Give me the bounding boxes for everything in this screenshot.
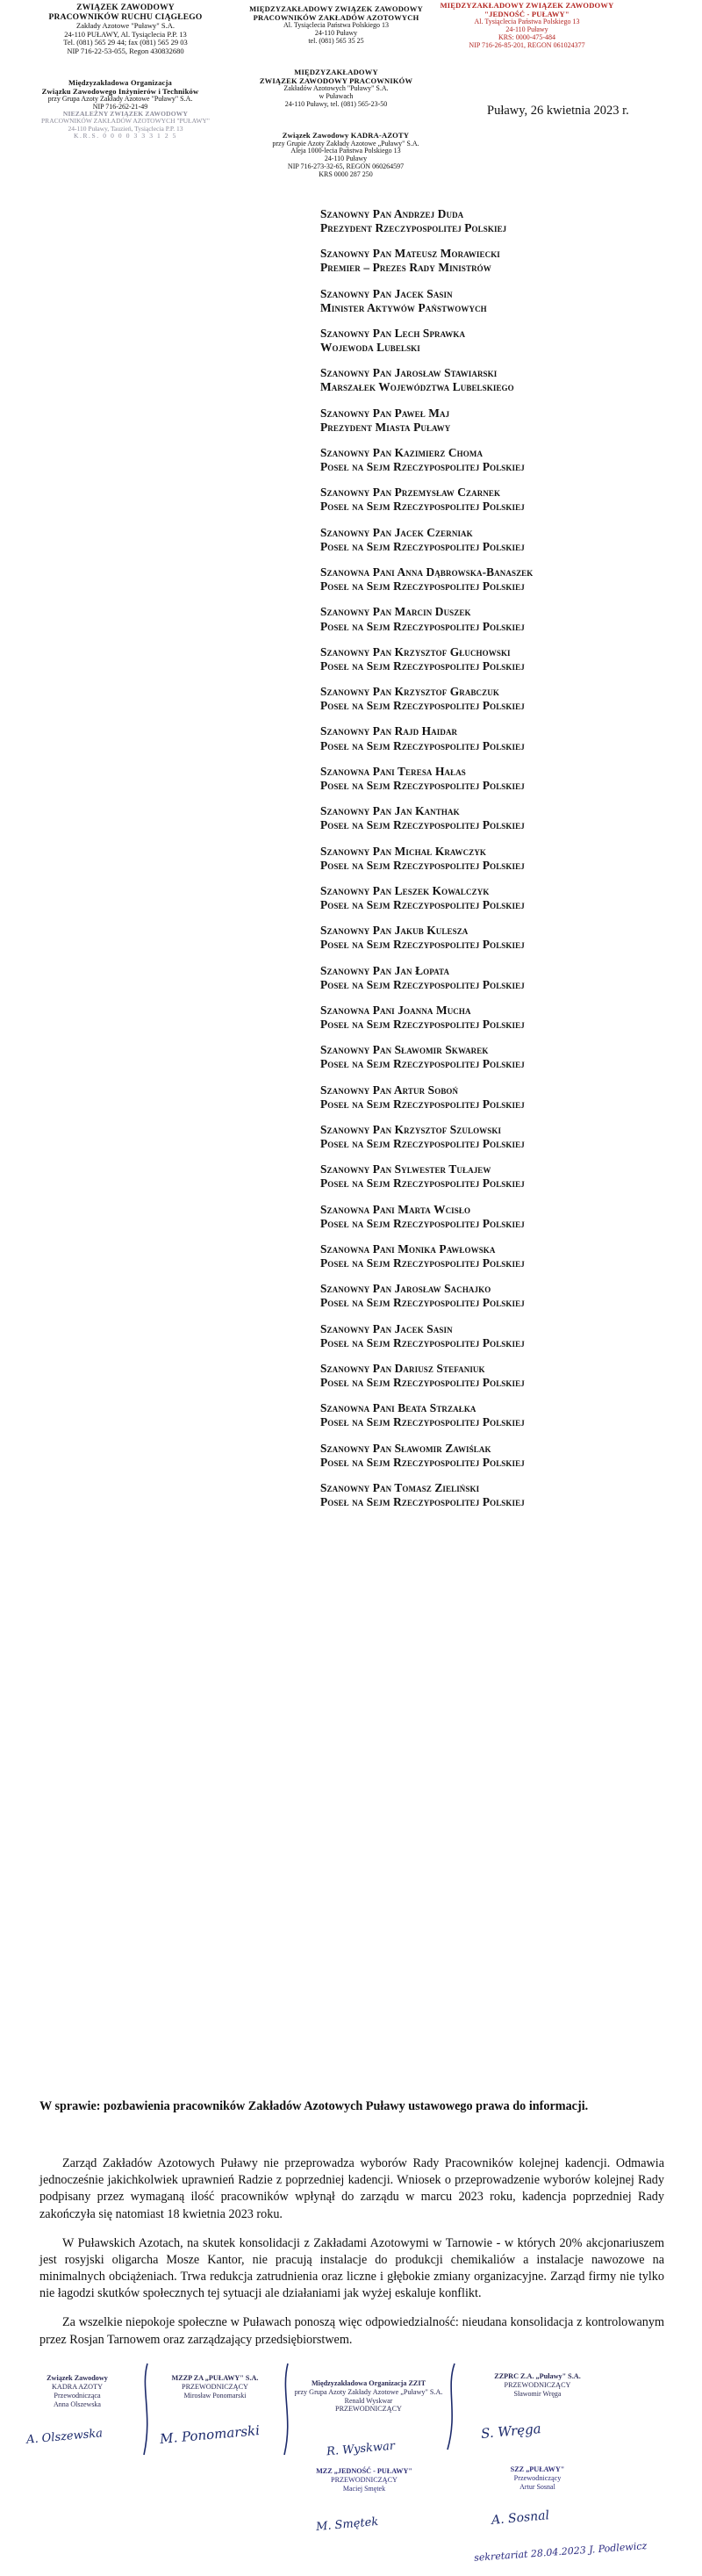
letterhead-line: 24-110 PUŁAWY, Al. Tysiąclecia P.P. 13 [64, 29, 187, 39]
recipient-name: Szanowny Pan Krzysztof Głuchowski [320, 644, 511, 658]
signature-name: Maciej Smętek [342, 2484, 386, 2493]
body-paragraph: W Puławskich Azotach, na skutek konsolidacji z Zakładami Azotowymi w Tarnowie - w których 20% akcjonariuszem jest rosyjski oligarcha Mosze Kantor, nie pracują instalacje do produkcji chemikaliów a instalacje nawozowe na minimalnych obciążeniach. Trwa redukcja zatrudnienia oraz liczne i głębokie zmiany organizacyjne. Zarząd firmy nie tylko nie łagodzi skutków społecznych tej sytuacji ale działaniami jak wyżej eskaluje konflikt. [39, 2235, 664, 2301]
recipient-role: Poseł na Sejm Rzeczypospolitej Polskiej [320, 1216, 525, 1230]
signature-block-jednosc [290, 2467, 439, 2493]
handwritten-signature: A. Sosnal [491, 2508, 550, 2528]
letterhead-title: MIĘDZYZAKŁADOWY ZWIĄZEK ZAWODOWY "JEDNOŚĆ - PUŁAWY" [440, 1, 614, 18]
recipient-name: Szanowny Pan Paweł Maj [320, 406, 450, 420]
recipient-entry [320, 1123, 689, 1151]
recipient-role: Poseł na Sejm Rzeczypospolitej Polskiej [320, 1097, 525, 1111]
recipient-name: Szanowny Pan Jarosław Stawiarski [320, 366, 498, 380]
letterhead-line: NIP 716-273-32-65, REGON 060264597 [287, 162, 405, 171]
letterhead-line: przy Grupie Azoty Zakłady Azotowe „Puławy" S.A. [272, 139, 419, 148]
recipient-role: Poseł na Sejm Rzeczypospolitej Polskiej [320, 1296, 525, 1310]
document-date: Puławy, 26 kwietnia 2023 r. [487, 104, 629, 118]
recipient-entry [320, 287, 689, 315]
recipient-name: Szanowny Pan Jakub Kulesza [320, 924, 469, 938]
signature-role: PRZEWODNICZĄCY [504, 2380, 571, 2389]
recipient-entry [320, 407, 689, 435]
recipient-role: Poseł na Sejm Rzeczypospolitej Polskiej [320, 579, 525, 594]
signature-org: Związek Zawodowy [47, 2374, 108, 2382]
letterhead-line: w Puławach [319, 91, 354, 100]
recipient-name: Szanowny Pan Jacek Czerniak [320, 525, 473, 539]
letterhead-line: Al. Tysiąclecia Państwa Polskiego 13 [474, 18, 580, 26]
recipient-name: Szanowny Pan Krzysztof Szulowski [320, 1122, 502, 1136]
body-paragraph: Zarząd Zakładów Azotowych Puławy nie przeprowadza wyborów Rady Pracowników kolejnej kadencji. Odmawia jednocześnie jakichkolwiek uprawnień Radzie z poprzedniej kadencji. Wniosek o przeprowadzenie wyborów kolejnej Rady podpisany przez wymaganą ilość pracowników wpłynął do zarządu w marcu 2023 roku, kadencja poprzedniej Rady zakończyła się natomiast 18 kwietnia 2023 roku. [39, 2156, 664, 2221]
recipient-entry [320, 1401, 689, 1429]
subject-label: W sprawie: [39, 2099, 101, 2113]
recipient-name: Szanowna Pani Beata Strzałka [320, 1401, 476, 1415]
recipient-entry [320, 1362, 689, 1390]
handwritten-signature: S. Wręga [480, 2421, 542, 2442]
handwritten-signature: M. Ponomarski [159, 2422, 261, 2447]
recipient-role: Minister Aktywów Państwowych [320, 300, 487, 314]
letterhead-title: Międzyzakładowa Organizacja Związku Zawodowego Inżynierów i Techników [41, 78, 199, 96]
recipient-name: Szanowna Pani Anna Dąbrowska-Banaszek [320, 565, 534, 579]
letterhead-title: NIEZALEŻNY ZWIĄZEK ZAWODOWY [62, 110, 189, 118]
recipient-name: Szanowny Pan Rajd Haidar [320, 724, 458, 738]
signature-role: Przewodnicząca [54, 2391, 101, 2400]
handwritten-annotation: sekretariat 28.04.2023 J. Podlewicz [473, 2540, 648, 2564]
recipient-role: Poseł na Sejm Rzeczypospolitej Polskiej [320, 1455, 525, 1469]
recipient-entry [320, 1162, 689, 1191]
letterhead-line: NIP 716-262-21-49 [92, 102, 148, 111]
recipient-entry [320, 765, 689, 793]
recipient-name: Szanowny Pan Przemysław Czarnek [320, 486, 501, 500]
recipient-name: Szanowny Pan Lech Sprawka [320, 327, 466, 341]
signature-block-zzit [290, 2379, 448, 2414]
recipient-name: Szanowny Pan Michał Krawczyk [320, 844, 487, 858]
letter-body [39, 2155, 664, 2361]
recipient-list [320, 207, 689, 1521]
recipient-role: Poseł na Sejm Rzeczypospolitej Polskiej [320, 1415, 525, 1429]
recipient-entry [320, 645, 689, 673]
recipient-name: Szanowny Pan Sławomir Skwarek [320, 1043, 489, 1057]
letterhead-title: MIĘDZYZAKŁADOWY ZWIĄZEK ZAWODOWY PRACOWNIKÓW [259, 68, 413, 85]
signature-org: MZZP ZA „PUŁAWY" S.A. [171, 2374, 259, 2382]
letterhead-line: 24-110 Puławy, Tauzień, Tysiąclecia P.P. 13 [68, 124, 183, 133]
recipient-name: Szanowny Pan Krzysztof Grabczuk [320, 685, 499, 699]
recipient-role: Poseł na Sejm Rzeczypospolitej Polskiej [320, 1376, 525, 1390]
handwritten-signature: M. Smętek [315, 2515, 379, 2535]
recipient-name: Szanowna Pani Teresa Hałas [320, 764, 466, 778]
signature-org: ZZPRC Z.A. „Puławy" S.A. [494, 2372, 581, 2380]
recipient-role: Poseł na Sejm Rzeczypospolitej Polskiej [320, 858, 525, 872]
recipient-role: Poseł na Sejm Rzeczypospolitej Polskiej [320, 1495, 525, 1509]
recipient-role: Poseł na Sejm Rzeczypospolitej Polskiej [320, 539, 525, 553]
recipient-name: Szanowny Pan Jacek Sasin [320, 1321, 453, 1335]
recipient-role: Poseł na Sejm Rzeczypospolitej Polskiej [320, 1335, 525, 1349]
recipient-name: Szanowna Pani Marta Wcisło [320, 1202, 471, 1216]
letterhead-block-nzz [16, 111, 235, 140]
recipient-role: Poseł na Sejm Rzeczypospolitej Polskiej [320, 938, 525, 952]
recipient-entry [320, 526, 689, 554]
handwritten-signature: R. Wyskwar [326, 2439, 396, 2459]
recipient-role: Prezydent Miasta Puławy [320, 420, 451, 434]
recipient-role: Prezydent Rzeczypospolitej Polskiej [320, 221, 507, 235]
signature-name: Artur Sosnal [519, 2482, 555, 2491]
letterhead-line: 24-110 Puławy [505, 25, 548, 33]
recipient-entry [320, 924, 689, 952]
signature-block-kadra-azoty [16, 2374, 139, 2408]
letterhead-block-zzit [11, 79, 230, 112]
letterhead-line: 24-110 Puławy, tel. (081) 565-23-50 [284, 99, 388, 108]
recipient-name: Szanowny Pan Leszek Kowalczyk [320, 883, 490, 897]
body-paragraph: Za wszelkie niepokoje społeczne w Puławach ponoszą więc odpowiedzialność: nieudana konsolidacja z kontrolowanym przez Rosjan Tarnowem oraz zarządzający przedsiębiorstwem. [39, 2315, 664, 2347]
subject-text: pozbawienia pracowników Zakładów Azotowych Puławy ustawowego prawa do informacji. [104, 2099, 589, 2113]
recipient-name: Szanowny Pan Dariusz Stefaniuk [320, 1361, 485, 1375]
recipient-role: Premier – Prezes Rady Ministrów [320, 261, 491, 275]
letterhead-line: Aleja 1000-lecia Państwa Polskiego 13 [290, 147, 401, 155]
signature-role: PRZEWODNICZĄCY [182, 2382, 248, 2391]
letterhead-block-jednosc [428, 2, 626, 50]
recipient-entry [320, 1203, 689, 1231]
signature-block-szz [465, 2465, 610, 2491]
recipient-role: Poseł na Sejm Rzeczypospolitej Polskiej [320, 977, 525, 991]
letterhead-line: tel. (081) 565 35 25 [308, 36, 364, 45]
signature-name: Anna Olszewska [54, 2400, 101, 2408]
recipient-entry [320, 685, 689, 713]
recipient-role: Poseł na Sejm Rzeczypospolitej Polskiej [320, 500, 525, 514]
letterhead-line: przy Grupa Azoty Zakłady Azotowe "Puławy" S.A. [47, 95, 193, 104]
signature-block-zzprc [465, 2372, 610, 2398]
recipient-role: Poseł na Sejm Rzeczypospolitej Polskiej [320, 778, 525, 792]
letterhead-line: Tel. (081) 565 29 44; fax (081) 565 29 03 [63, 38, 188, 47]
recipient-role: Poseł na Sejm Rzeczypospolitej Polskiej [320, 460, 525, 474]
recipient-entry [320, 1004, 689, 1032]
recipient-name: Szanowny Pan Kazimierz Choma [320, 446, 484, 460]
recipient-entry [320, 327, 689, 355]
letterhead-block-zzprc [16, 4, 235, 55]
recipient-entry [320, 1322, 689, 1350]
recipient-role: Poseł na Sejm Rzeczypospolitej Polskiej [320, 658, 525, 673]
letterhead-line: NIP 716-26-85-201, REGON 061024377 [469, 40, 585, 49]
signature-org: SZZ „PUŁAWY" [510, 2465, 565, 2473]
letterhead-line: Zakładów Azotowych "Puławy" S.A. [283, 84, 389, 93]
recipient-role: Poseł na Sejm Rzeczypospolitej Polskiej [320, 897, 525, 911]
recipient-role: Poseł na Sejm Rzeczypospolitej Polskiej [320, 1017, 525, 1031]
recipient-name: Szanowny Pan Marcin Duszek [320, 605, 471, 619]
recipient-entry [320, 964, 689, 992]
recipient-entry [320, 366, 689, 394]
recipient-role: Marszałek Województwa Lubelskiego [320, 380, 514, 394]
signature-area [0, 2362, 702, 2576]
letterhead-line: PRACOWNIKÓW ZAKŁADÓW AZOTOWYCH "PUŁAWY" [41, 117, 210, 126]
recipient-entry [320, 1083, 689, 1112]
recipient-role: Poseł na Sejm Rzeczypospolitej Polskiej [320, 1136, 525, 1150]
recipient-name: Szanowny Pan Mateusz Morawiecki [320, 247, 500, 261]
recipient-entry [320, 1481, 689, 1509]
recipient-name: Szanowny Pan Jan Kanthak [320, 804, 460, 818]
letterhead-line: Al. Tysiąclecia Państwa Polskiego 13 [283, 21, 389, 30]
signature-block-mzzp [154, 2374, 276, 2400]
letterhead-title: MIĘDZYZAKŁADOWY ZWIĄZEK ZAWODOWY PRACOWNIKÓW ZAKŁADÓW AZOTOWYCH [249, 4, 423, 22]
recipient-role: Poseł na Sejm Rzeczypospolitej Polskiej [320, 1057, 525, 1071]
handwritten-signature: A. Olszewska [25, 2427, 104, 2447]
recipient-name: Szanowna Pani Monika Pawłowska [320, 1241, 496, 1256]
recipient-entry [320, 247, 689, 275]
letterhead-line: NIP 716-22-53-055, Regon 430832680 [67, 46, 184, 55]
letterhead-block-mzzp [235, 5, 437, 46]
recipient-entry [320, 1442, 689, 1470]
recipient-role: Wojewoda Lubelski [320, 341, 420, 355]
letterhead-block-kadra-azoty [235, 132, 456, 179]
recipient-role: Poseł na Sejm Rzeczypospolitej Polskiej [320, 1256, 525, 1270]
letterhead-line: 24-110 Puławy [314, 28, 358, 37]
recipient-name: Szanowny Pan Jarosław Sachajko [320, 1282, 491, 1296]
recipient-entry [320, 1282, 689, 1310]
recipient-role: Poseł na Sejm Rzeczypospolitej Polskiej [320, 1176, 525, 1191]
letterhead-line: 24-110 Puławy [324, 155, 368, 163]
recipient-name: Szanowny Pan Andrzej Duda [320, 207, 464, 220]
signature-name: Sławomir Wręga [513, 2389, 562, 2398]
signature-org: Międzyzakładowa Organizacja ZZIT [311, 2379, 426, 2387]
recipient-entry [320, 605, 689, 633]
recipient-role: Poseł na Sejm Rzeczypospolitej Polskiej [320, 738, 525, 752]
recipient-role: Poseł na Sejm Rzeczypospolitej Polskiej [320, 818, 525, 832]
recipient-entry [320, 845, 689, 873]
recipient-entry [320, 1242, 689, 1270]
letterhead-line: Zakłady Azotowe "Puławy" S.A. [76, 21, 175, 31]
recipient-name: Szanowny Pan Tomasz Zieliński [320, 1481, 480, 1494]
letterhead-line: KRS: 0000-475-484 [498, 32, 556, 41]
recipient-entry [320, 565, 689, 594]
recipient-name: Szanowny Pan Jan Łopata [320, 963, 450, 977]
letterhead-title: ZWIĄZEK ZAWODOWY PRACOWNIKÓW RUCHU CIĄGŁEGO [48, 4, 203, 22]
signature-org: MZZ „JEDNOŚĆ - PUŁAWY" [316, 2467, 412, 2475]
recipient-entry [320, 804, 689, 832]
recipient-name: Szanowny Pan Artur Soboń [320, 1083, 459, 1097]
signature-role: PRZEWODNICZĄCY [331, 2475, 398, 2484]
recipient-entry [320, 486, 689, 514]
subject-line [39, 2098, 663, 2115]
recipient-name: Szanowna Pani Joanna Mucha [320, 1003, 471, 1017]
signature-sub: przy Grupa Azoty Zakłady Azotowe „Puławy" S.A. [294, 2387, 443, 2396]
recipient-name: Szanowny Pan Jacek Sasin [320, 286, 453, 300]
letterhead-block-mzz-pracownikow [235, 68, 437, 109]
recipient-name: Szanowny Pan Sławomir Zawiślak [320, 1441, 491, 1455]
recipient-entry [320, 446, 689, 474]
recipient-entry [320, 724, 689, 752]
recipient-role: Poseł na Sejm Rzeczypospolitej Polskiej [320, 699, 525, 713]
signature-name: Mirosław Ponomarski [183, 2391, 247, 2400]
letterhead-line: KRS 0000 287 250 [319, 170, 373, 179]
recipient-role: Poseł na Sejm Rzeczypospolitej Polskiej [320, 619, 525, 633]
signature-role: Przewodniczący [513, 2473, 562, 2482]
letterhead-title: Związek Zawodowy KADRA-AZOTY [282, 131, 410, 140]
letterhead-krs: K.R.S. 0 0 0 0 3 3 3 1 2 5 [73, 132, 178, 140]
recipient-entry [320, 884, 689, 912]
recipient-entry [320, 207, 689, 235]
recipient-entry [320, 1043, 689, 1071]
signature-role: PRZEWODNICZĄCY [335, 2405, 402, 2414]
signature-sub: KADRA AZOTY [52, 2382, 103, 2391]
recipient-name: Szanowny Pan Sylwester Tułajew [320, 1162, 491, 1176]
signature-name: Renald Wyskwar [344, 2396, 393, 2405]
